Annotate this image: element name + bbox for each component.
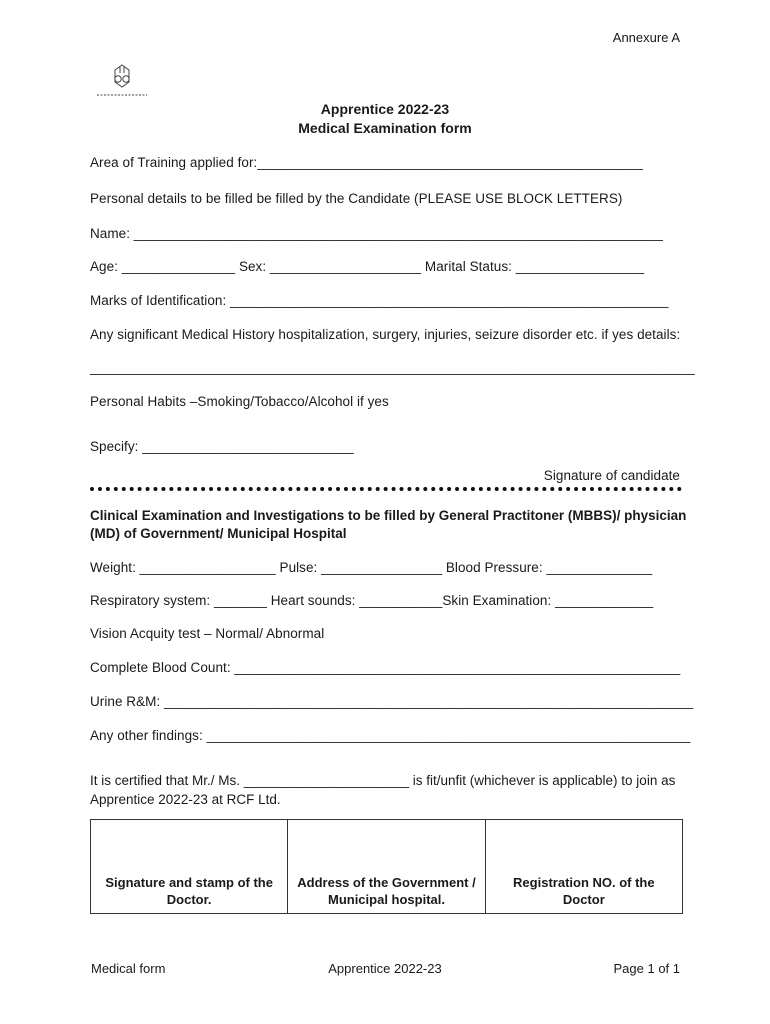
urine-rm-field[interactable]: Urine R&M: ______________________________________________________________________: [90, 694, 694, 709]
footer-left: Medical form: [91, 961, 166, 976]
weight-pulse-bp-fields[interactable]: Weight: __________________ Pulse: ________________ Blood Pressure: ______________: [90, 560, 653, 575]
certification-statement: It is certified that Mr./ Ms. ______________________ is fit/unfit (whichever is applicable) to join as Apprentice 2022-23 at RCF Ltd.: [90, 773, 676, 807]
respiratory-heart-skin-fields[interactable]: Respiratory system: _______ Heart sounds: ___________Skin Examination: _____________: [90, 593, 654, 608]
annexure-label: Annexure A: [612, 30, 680, 45]
signature-of-candidate-label: Signature of candidate: [543, 468, 680, 483]
section-divider: [90, 487, 682, 491]
other-findings-field[interactable]: Any other findings: ________________________________________________________________: [90, 728, 691, 743]
hospital-address-cell[interactable]: Address of the Government / Municipal hospital.: [288, 820, 485, 914]
vision-acuity-label: Vision Acquity test – Normal/ Abnormal: [90, 626, 325, 641]
footer-page-number: Page 1 of 1: [613, 961, 680, 976]
specify-field[interactable]: Specify: ____________________________: [90, 439, 354, 454]
area-of-training-field[interactable]: Area of Training applied for:___________________________________________________: [90, 155, 643, 170]
form-title-line2: Medical Examination form: [298, 120, 472, 136]
personal-details-instruction: Personal details to be filled be filled by the Candidate (PLEASE USE BLOCK LETTERS): [90, 191, 623, 206]
footer-center: Apprentice 2022-23: [328, 961, 442, 976]
doctor-signature-table: [90, 819, 683, 914]
rcf-logo-icon: [93, 62, 151, 102]
signature-stamp-cell[interactable]: Signature and stamp of the Doctor.: [91, 820, 288, 914]
registration-number-cell[interactable]: Registration NO. of the Doctor: [485, 820, 682, 914]
name-field[interactable]: Name: ______________________________________________________________________: [90, 226, 663, 241]
medical-history-line[interactable]: ________________________________________________________________________________: [90, 360, 695, 375]
clinical-section-heading: Clinical Examination and Investigations to be filled by General Practitoner (MBBS)/ physician (MD) of Government/ Municipal Hospital: [90, 508, 687, 541]
form-title-line1: Apprentice 2022-23: [320, 101, 450, 117]
medical-history-label: Any significant Medical History hospitalization, surgery, injuries, seizure disorder etc. if yes details:: [90, 327, 681, 342]
age-sex-marital-fields[interactable]: Age: _______________ Sex: ____________________ Marital Status: _________________: [90, 259, 645, 274]
personal-habits-label: Personal Habits –Smoking/Tobacco/Alcohol if yes: [90, 394, 389, 409]
complete-blood-count-field[interactable]: Complete Blood Count: ___________________________________________________________: [90, 660, 681, 675]
marks-of-identification-field[interactable]: Marks of Identification: __________________________________________________________: [90, 293, 669, 308]
